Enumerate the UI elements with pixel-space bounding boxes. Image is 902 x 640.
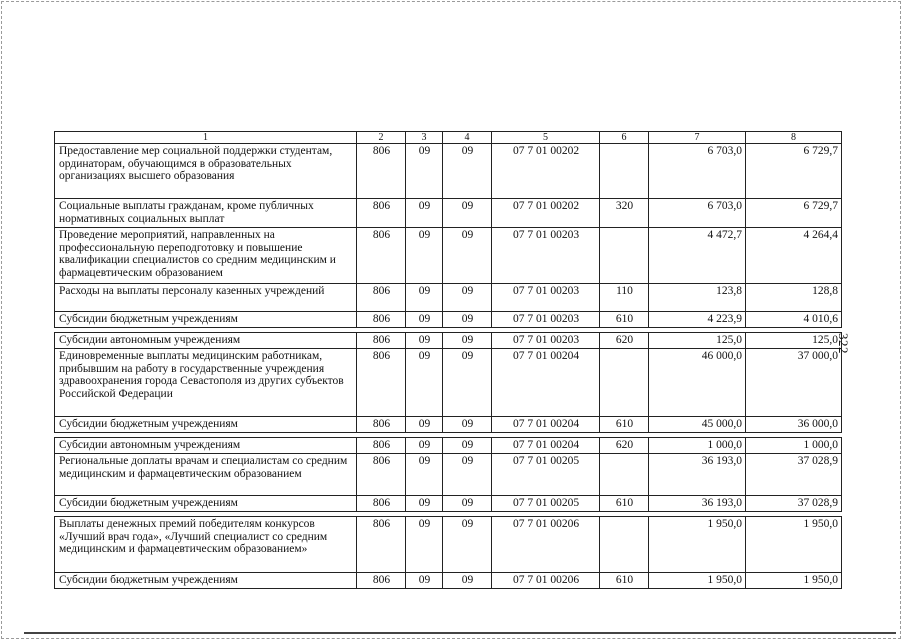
row-name: Субсидии бюджетным учреждениям (55, 496, 357, 512)
row-rz: 09 (406, 438, 443, 454)
row-csr: 07 7 01 00202 (492, 144, 600, 199)
row-pr: 09 (443, 312, 492, 328)
row-csr: 07 7 01 00204 (492, 417, 600, 433)
header-col-1: 1 (55, 132, 357, 144)
row-name: Социальные выплаты гражданам, кроме публичных нормативных социальных выплат (55, 199, 357, 228)
row-grbs: 806 (357, 417, 406, 433)
row-rz: 09 (406, 312, 443, 328)
table-row (55, 438, 842, 454)
row-grbs: 806 (357, 438, 406, 454)
row-pr: 09 (443, 284, 492, 312)
row-sum-2: 6 729,7 (746, 144, 842, 199)
row-rz: 09 (406, 417, 443, 433)
row-sum-2: 1 950,0 (746, 573, 842, 589)
row-vr (600, 517, 649, 573)
table-row (55, 284, 842, 312)
row-pr: 09 (443, 333, 492, 349)
table-row (55, 199, 842, 228)
row-pr: 09 (443, 349, 492, 417)
row-name: Субсидии бюджетным учреждениям (55, 312, 357, 328)
header-row (55, 132, 842, 144)
header-col-6: 6 (600, 132, 649, 144)
row-vr (600, 349, 649, 417)
row-csr: 07 7 01 00206 (492, 517, 600, 573)
budget-table (54, 131, 842, 589)
row-sum-2: 37 028,9 (746, 454, 842, 496)
row-sum-1: 4 472,7 (649, 228, 746, 284)
row-sum-2: 6 729,7 (746, 199, 842, 228)
table-row (55, 496, 842, 512)
row-pr: 09 (443, 573, 492, 589)
row-name: Субсидии бюджетным учреждениям (55, 417, 357, 433)
row-vr: 610 (600, 573, 649, 589)
table-row (55, 228, 842, 284)
row-vr: 320 (600, 199, 649, 228)
row-grbs: 806 (357, 144, 406, 199)
row-grbs: 806 (357, 284, 406, 312)
table-row (55, 333, 842, 349)
row-grbs: 806 (357, 454, 406, 496)
row-csr: 07 7 01 00204 (492, 349, 600, 417)
header-col-4: 4 (443, 132, 492, 144)
row-vr (600, 144, 649, 199)
row-sum-2: 4 010,6 (746, 312, 842, 328)
table-row (55, 349, 842, 417)
row-pr: 09 (443, 144, 492, 199)
row-grbs: 806 (357, 496, 406, 512)
row-vr (600, 228, 649, 284)
row-pr: 09 (443, 496, 492, 512)
row-grbs: 806 (357, 199, 406, 228)
row-pr: 09 (443, 517, 492, 573)
row-sum-1: 6 703,0 (649, 199, 746, 228)
table-row (55, 517, 842, 573)
row-rz: 09 (406, 349, 443, 417)
row-rz: 09 (406, 144, 443, 199)
row-vr: 610 (600, 312, 649, 328)
row-csr: 07 7 01 00203 (492, 312, 600, 328)
bottom-rule (24, 632, 896, 634)
header-col-8: 8 (746, 132, 842, 144)
row-grbs: 806 (357, 573, 406, 589)
row-sum-1: 1 950,0 (649, 517, 746, 573)
row-vr: 620 (600, 333, 649, 349)
row-name: Субсидии автономным учреждениям (55, 438, 357, 454)
row-sum-1: 36 193,0 (649, 454, 746, 496)
row-rz: 09 (406, 228, 443, 284)
table-row (55, 417, 842, 433)
row-grbs: 806 (357, 349, 406, 417)
row-csr: 07 7 01 00203 (492, 228, 600, 284)
row-pr: 09 (443, 199, 492, 228)
row-name: Региональные доплаты врачам и специалистам со средним медицинским и фармацевтическим образованием (55, 454, 357, 496)
row-name: Единовременные выплаты медицинским работникам, прибывшим на работу в государственные учреждения здравоохранения города Севастополя из других субъектов Российской Федерации (55, 349, 357, 417)
row-sum-2: 4 264,4 (746, 228, 842, 284)
row-sum-1: 45 000,0 (649, 417, 746, 433)
row-csr: 07 7 01 00204 (492, 438, 600, 454)
header-col-7: 7 (649, 132, 746, 144)
page-number: 322 (836, 333, 851, 354)
row-vr: 610 (600, 417, 649, 433)
row-csr: 07 7 01 00202 (492, 199, 600, 228)
row-csr: 07 7 01 00205 (492, 454, 600, 496)
row-rz: 09 (406, 496, 443, 512)
table-row (55, 144, 842, 199)
row-sum-1: 6 703,0 (649, 144, 746, 199)
header-col-3: 3 (406, 132, 443, 144)
row-grbs: 806 (357, 228, 406, 284)
row-sum-2: 37 028,9 (746, 496, 842, 512)
row-sum-2: 37 000,0 (746, 349, 842, 417)
row-sum-1: 123,8 (649, 284, 746, 312)
row-rz: 09 (406, 454, 443, 496)
header-col-5: 5 (492, 132, 600, 144)
row-vr: 610 (600, 496, 649, 512)
row-sum-2: 1 000,0 (746, 438, 842, 454)
row-csr: 07 7 01 00206 (492, 573, 600, 589)
table-row (55, 312, 842, 328)
row-name: Субсидии бюджетным учреждениям (55, 573, 357, 589)
row-name: Проведение мероприятий, направленных на профессиональную переподготовку и повышение квалификации специалистов со средним медицинским и фармацевтическим образованием (55, 228, 357, 284)
row-csr: 07 7 01 00205 (492, 496, 600, 512)
row-csr: 07 7 01 00203 (492, 284, 600, 312)
row-rz: 09 (406, 284, 443, 312)
row-sum-1: 1 000,0 (649, 438, 746, 454)
table-row (55, 573, 842, 589)
row-grbs: 806 (357, 517, 406, 573)
row-sum-1: 46 000,0 (649, 349, 746, 417)
table-row (55, 454, 842, 496)
row-rz: 09 (406, 517, 443, 573)
row-sum-1: 125,0 (649, 333, 746, 349)
row-vr: 110 (600, 284, 649, 312)
row-pr: 09 (443, 417, 492, 433)
row-sum-1: 36 193,0 (649, 496, 746, 512)
row-vr: 620 (600, 438, 649, 454)
row-csr: 07 7 01 00203 (492, 333, 600, 349)
row-rz: 09 (406, 333, 443, 349)
row-sum-2: 36 000,0 (746, 417, 842, 433)
row-sum-2: 1 950,0 (746, 517, 842, 573)
row-pr: 09 (443, 438, 492, 454)
row-pr: 09 (443, 228, 492, 284)
row-sum-1: 1 950,0 (649, 573, 746, 589)
header-col-2: 2 (357, 132, 406, 144)
row-name: Предоставление мер социальной поддержки студентам, ординаторам, обучающимся в образовательных организациях высшего образования (55, 144, 357, 199)
row-name: Субсидии автономным учреждениям (55, 333, 357, 349)
row-pr: 09 (443, 454, 492, 496)
row-rz: 09 (406, 573, 443, 589)
row-sum-1: 4 223,9 (649, 312, 746, 328)
row-name: Выплаты денежных премий победителям конкурсов «Лучший врач года», «Лучший специалист со средним медицинским и фармацевтическим образованием» (55, 517, 357, 573)
row-grbs: 806 (357, 312, 406, 328)
row-name: Расходы на выплаты персоналу казенных учреждений (55, 284, 357, 312)
row-grbs: 806 (357, 333, 406, 349)
row-vr (600, 454, 649, 496)
row-rz: 09 (406, 199, 443, 228)
row-sum-2: 128,8 (746, 284, 842, 312)
row-sum-2: 125,0 (746, 333, 842, 349)
